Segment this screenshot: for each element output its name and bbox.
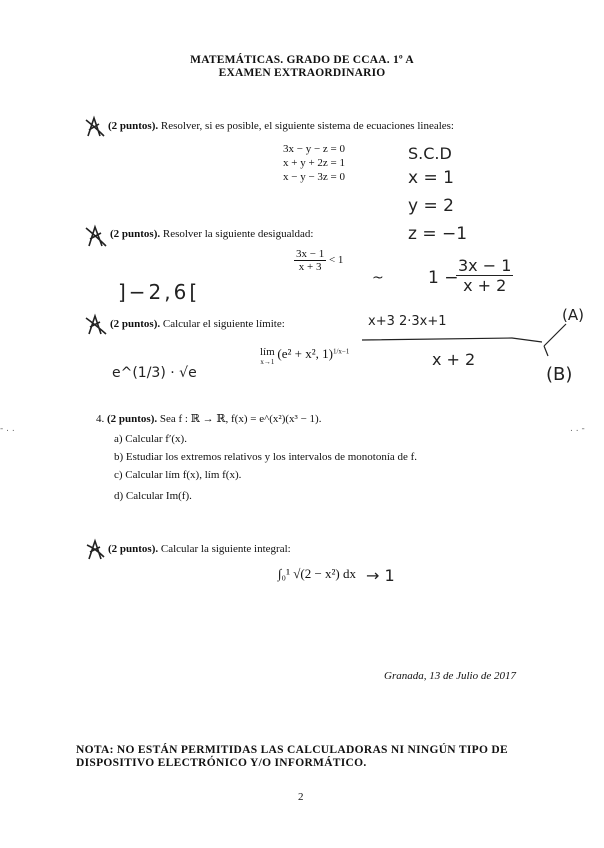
- q2-hand-lead: 1 −: [428, 268, 459, 288]
- q3-hand-arrows: [540, 318, 580, 358]
- scan-mark-left: - . .: [0, 424, 15, 434]
- q1-hand-4: z = −1: [408, 224, 468, 244]
- q1-points: (2 puntos).: [108, 120, 159, 132]
- q3-expr: (e² + x², 1): [277, 346, 333, 361]
- q3-hand-line: [362, 334, 546, 344]
- q4-item-d: d) Calcular Im(f).: [114, 490, 192, 502]
- exam-title: MATEMÁTICAS. GRADO DE CCAA. 1º A: [190, 54, 414, 66]
- q2-inequality: [294, 248, 343, 273]
- q3-exp: 1/x−1: [332, 347, 350, 356]
- q4-item-a: a) Calcular f′(x).: [114, 433, 187, 445]
- q2-den: x + 3: [298, 261, 322, 273]
- q2-hand-frac: [456, 256, 513, 295]
- q4-item-b: b) Estudiar los extremos relativos y los intervalos de monotonía de f.: [114, 451, 418, 463]
- q3-text: Calcular el siguiente límite:: [162, 318, 285, 330]
- q2-text: Resolver la siguiente desigualdad:: [162, 228, 314, 240]
- q2-statement: [110, 228, 313, 240]
- q2-hand-answer: ]−2,6[: [118, 280, 201, 304]
- q1-hand-3: y = 2: [408, 196, 454, 216]
- q3-hand-top: x+3 2·3x+1: [368, 314, 447, 329]
- q3-lim-sub: x→1: [260, 358, 275, 366]
- q2-points: (2 puntos).: [110, 228, 161, 240]
- exam-subtitle: EXAMEN EXTRAORDINARIO: [218, 67, 386, 79]
- q1-eq1: 3x − y − z = 0: [283, 143, 345, 155]
- page-number: 2: [298, 791, 304, 803]
- q1-crossed-number: [84, 114, 108, 140]
- q5-points: (2 puntos).: [108, 543, 159, 555]
- q1-hand-2: x = 1: [408, 168, 454, 188]
- q3-points: (2 puntos).: [110, 318, 161, 330]
- q4-item-c: c) Calcular lím f(x), lím f(x).: [114, 469, 242, 481]
- q3-crossed-number: [84, 312, 110, 338]
- q5-text: Calcular la siguiente integral:: [160, 543, 291, 555]
- q5-statement: [108, 543, 291, 555]
- q2-crossed-number: [84, 222, 110, 250]
- q2-rel: < 1: [328, 254, 344, 267]
- q3-hand-b: (B): [546, 364, 573, 385]
- q4-points: (2 puntos).: [107, 413, 158, 425]
- q1-statement: [108, 120, 454, 132]
- q4-text: Sea f : ℝ → ℝ, f(x) = e^(x²)(x³ − 1).: [159, 413, 322, 425]
- q4-statement: [96, 412, 321, 425]
- q2-num: 3x − 1: [296, 248, 325, 260]
- q3-statement: [110, 318, 285, 330]
- q2-hand-num: 3x − 1: [458, 256, 512, 275]
- q5-integral: ∫₀¹ √(2 − x²) dx: [278, 566, 357, 581]
- q1-eq2: x + y + 2z = 1: [283, 157, 345, 169]
- q3-limit: [260, 346, 349, 366]
- q2-hand-arrow: ~: [372, 270, 384, 286]
- q3-hand-a: (A): [562, 306, 584, 324]
- q3-hand-left: e^(1/3) · √e: [112, 365, 197, 381]
- exam-date: Granada, 13 de Julio de 2017: [384, 670, 516, 682]
- q1-eq3: x − y − 3z = 0: [283, 171, 345, 183]
- q5-crossed-number: [84, 537, 108, 563]
- q3-lim: lím: [260, 346, 275, 358]
- exam-note: NOTA: NO ESTÁN PERMITIDAS LAS CALCULADORAS NI NINGÚN TIPO DE DISPOSITIVO ELECTRÓNICO Y/O INFORMÁTICO.: [76, 744, 508, 769]
- scan-mark-right: . . -: [570, 424, 585, 434]
- q4-number: 4.: [96, 413, 105, 425]
- q1-hand-1: S.C.D: [408, 144, 452, 163]
- q1-text: Resolver, si es posible, el siguiente sistema de ecuaciones lineales:: [160, 120, 454, 132]
- q2-hand-den: x + 2: [463, 276, 507, 295]
- q3-hand-den: x + 2: [432, 350, 476, 369]
- q5-hand: → 1: [366, 566, 395, 585]
